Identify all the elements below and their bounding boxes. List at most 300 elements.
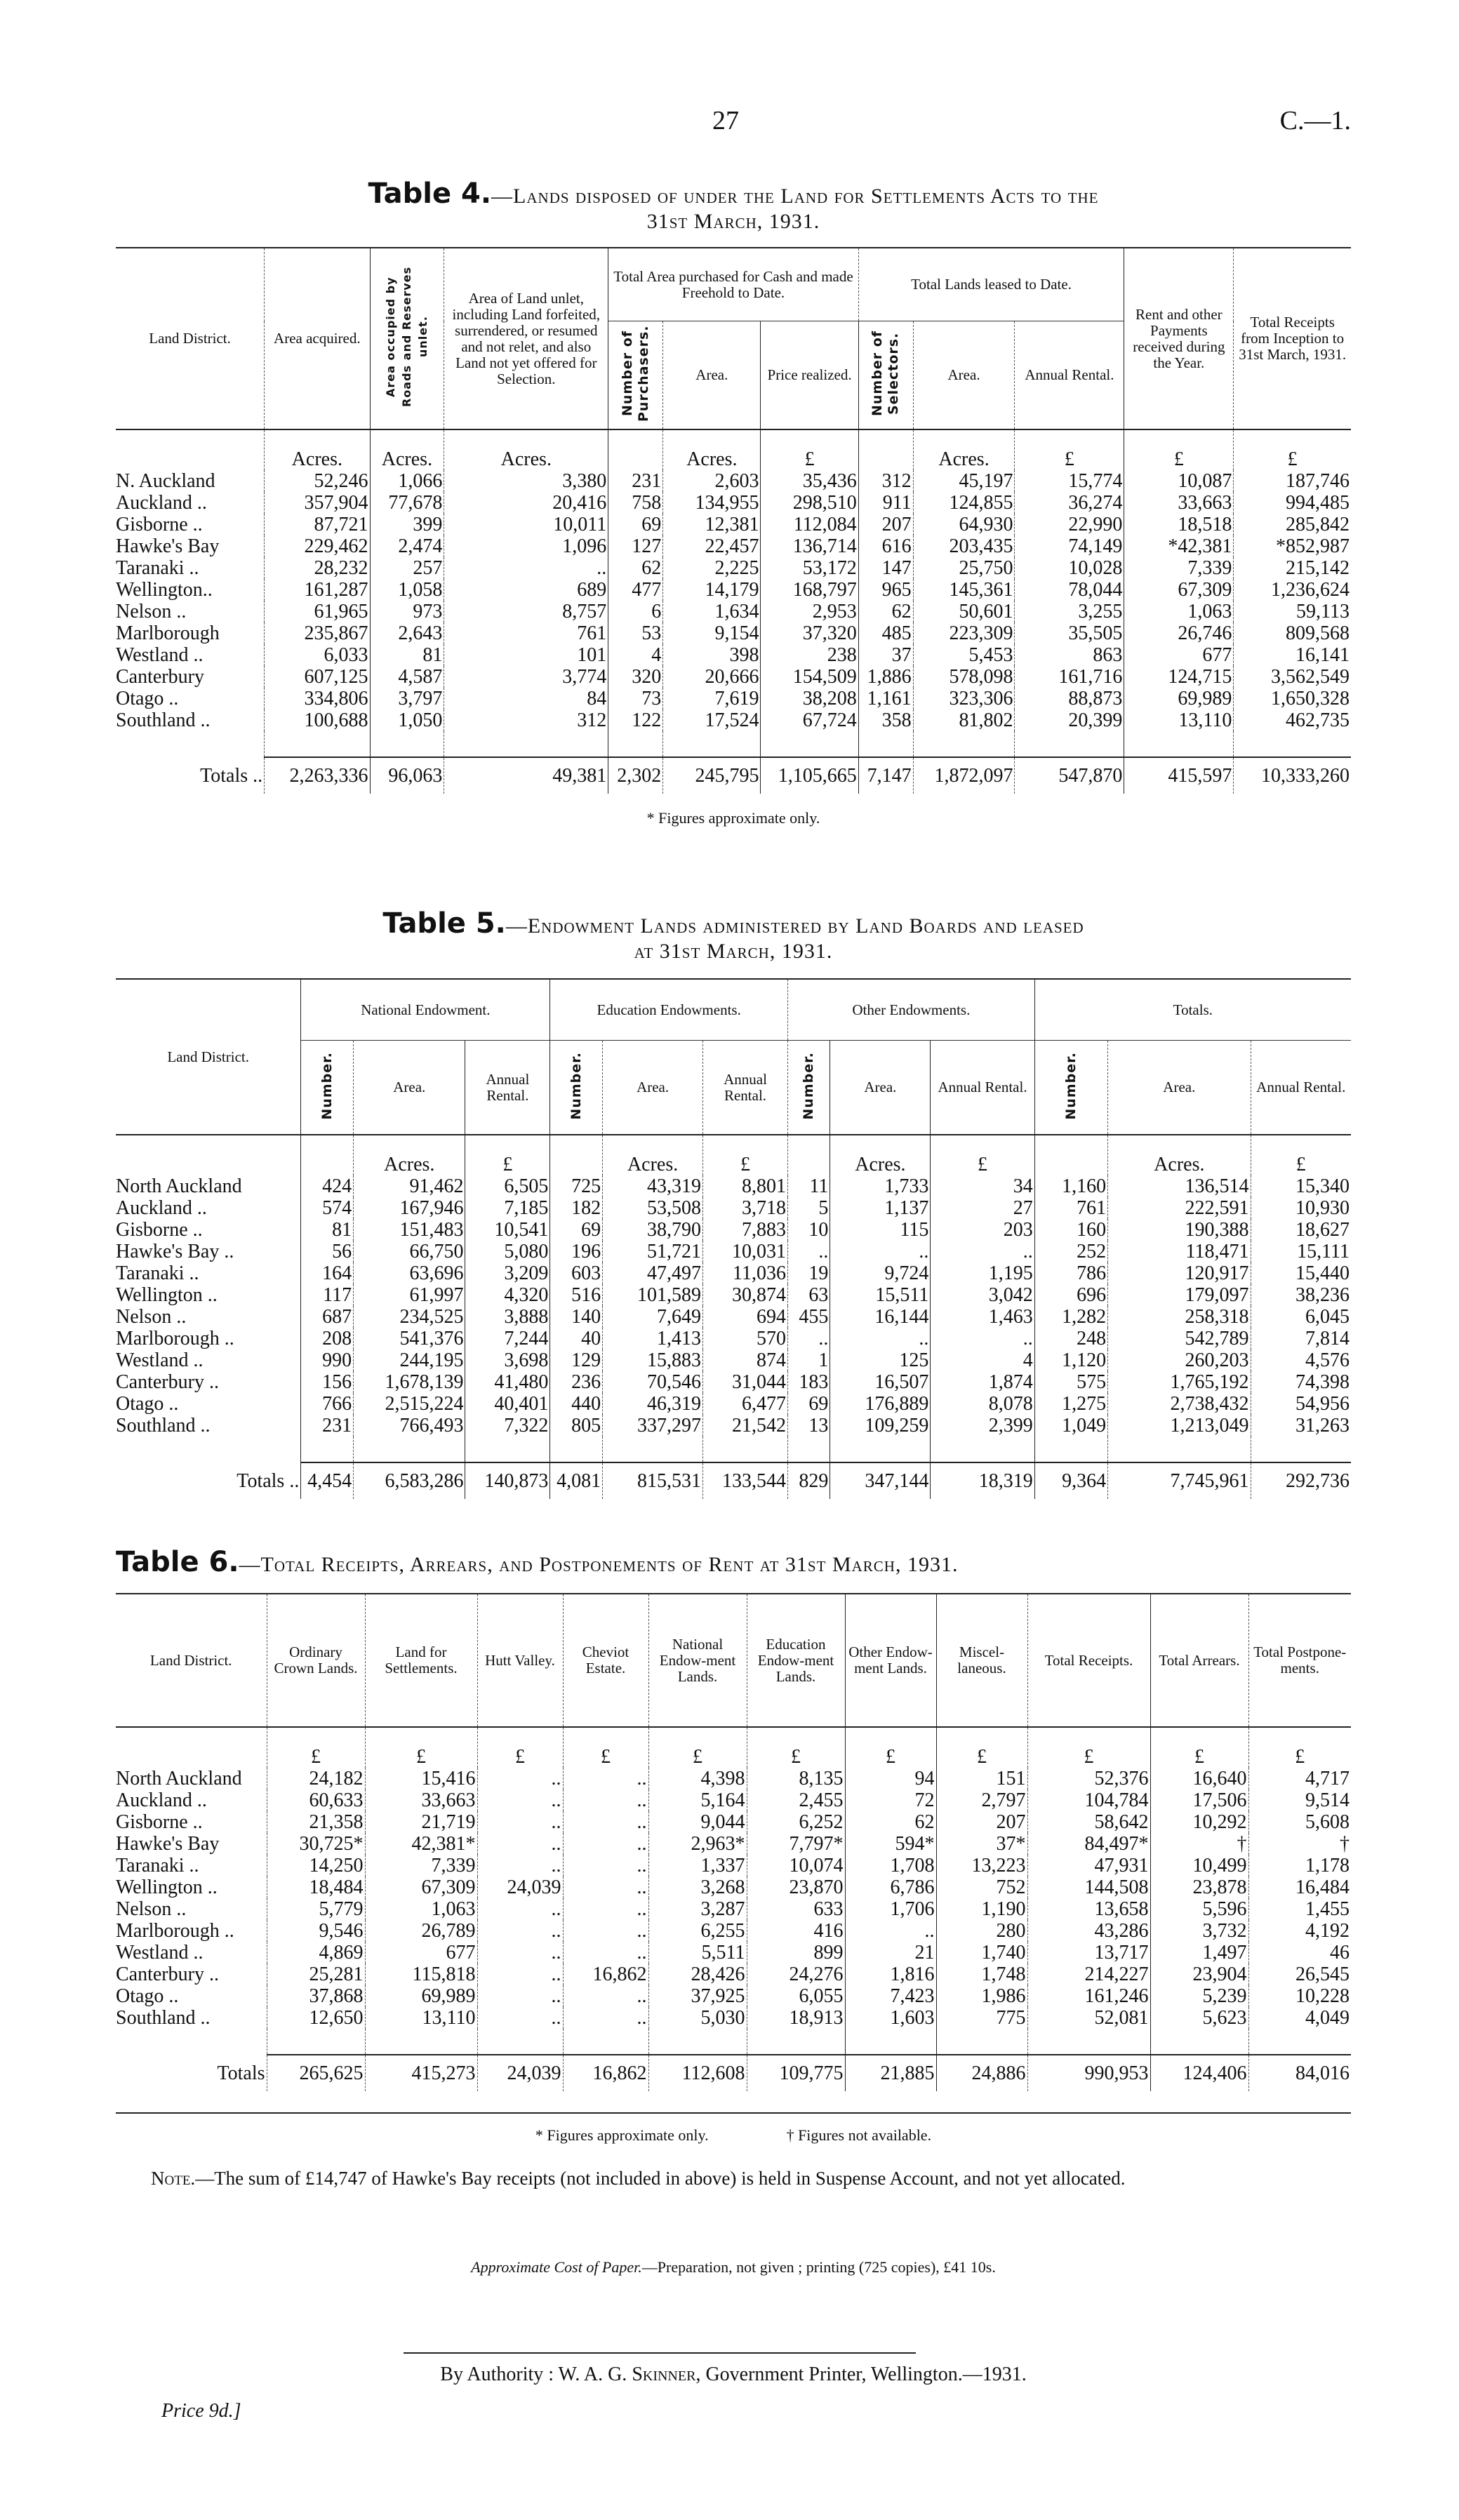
value-cell: 231 [301, 1415, 354, 1436]
value-cell: 24,182 [267, 1768, 365, 1789]
value-cell: .. [563, 1920, 648, 1942]
value-cell: 2,515,224 [354, 1393, 465, 1415]
value-cell: 25,750 [913, 557, 1015, 579]
value-cell: 49,381 [444, 757, 608, 794]
value-cell: 398 [663, 644, 761, 666]
value-cell: 236 [550, 1371, 603, 1393]
value-cell: 694 [703, 1306, 788, 1328]
table-row [116, 579, 1351, 601]
units-row [116, 1135, 1351, 1175]
value-cell: 161,716 [1015, 666, 1124, 688]
value-cell: .. [477, 1768, 563, 1789]
value-cell: 235,867 [265, 622, 370, 644]
value-cell: 4,081 [550, 1462, 603, 1499]
value-cell: 15,440 [1251, 1262, 1351, 1284]
value-cell [913, 731, 1015, 757]
value-cell: 12,381 [663, 514, 761, 535]
value-cell [1108, 1436, 1251, 1462]
value-cell: 761 [1034, 1197, 1107, 1219]
value-cell: 252 [1034, 1241, 1107, 1262]
land-district-cell [116, 2029, 267, 2055]
table-row [116, 1789, 1351, 1811]
value-cell: 10,333,260 [1234, 757, 1351, 794]
land-district-cell: North Auckland [116, 1768, 242, 1789]
value-cell: 67,309 [1124, 579, 1234, 601]
value-cell: 633 [747, 1898, 845, 1920]
value-cell: 133,544 [703, 1462, 788, 1499]
units-row [116, 429, 1351, 470]
value-cell: .. [563, 1876, 648, 1898]
value-cell: 18,484 [267, 1876, 365, 1898]
value-cell: 52,246 [265, 470, 370, 492]
value-cell [444, 731, 608, 757]
col-ordinary-crown: Ordinary Crown Lands. [267, 1594, 365, 1727]
value-cell: 5,623 [1150, 2007, 1248, 2029]
value-cell: 115,818 [365, 1964, 477, 1985]
land-district-cell [116, 731, 265, 757]
land-district-cell [116, 1436, 301, 1462]
col-roads-reserves: Area occupied by Roads and Reserves unlet. [370, 248, 444, 429]
value-cell: 20,399 [1015, 709, 1124, 731]
value-cell: 2,302 [608, 757, 663, 794]
value-cell: 3,268 [648, 1876, 747, 1898]
value-cell: 21,719 [365, 1811, 477, 1833]
value-cell: 3,255 [1015, 601, 1124, 622]
value-cell: 4,398 [648, 1768, 747, 1789]
value-cell: 687 [301, 1306, 354, 1328]
table5-body [116, 1135, 1351, 1499]
value-cell: 1,213,049 [1108, 1415, 1251, 1436]
value-cell: 7,244 [465, 1328, 550, 1349]
value-cell: 33,663 [1124, 492, 1234, 514]
value-cell [830, 1436, 931, 1462]
value-cell: 35,436 [761, 470, 858, 492]
value-cell: 10,541 [465, 1219, 550, 1241]
land-district-cell: Nelson .. [116, 1898, 187, 1920]
col-land-district: Land District. [116, 979, 301, 1135]
value-cell: 1,706 [845, 1898, 936, 1920]
col-total-receipts: Total Receipts. [1027, 1594, 1150, 1727]
land-district-cell: Marlborough .. [116, 1328, 234, 1349]
value-cell: 23,904 [1150, 1964, 1248, 1985]
value-cell: 26,789 [365, 1920, 477, 1942]
value-cell: 47,497 [603, 1262, 703, 1284]
value-cell: £ [563, 1727, 648, 1768]
value-cell: 134,955 [663, 492, 761, 514]
value-cell: 2,953 [761, 601, 858, 622]
value-cell: 9,546 [267, 1920, 365, 1942]
value-cell: 37,925 [648, 1985, 747, 2007]
value-cell: 124,715 [1124, 666, 1234, 688]
value-cell: .. [477, 2007, 563, 2029]
value-cell: 2,603 [663, 470, 761, 492]
value-cell: 485 [858, 622, 913, 644]
value-cell: .. [477, 1985, 563, 2007]
land-district-cell: Hawke's Bay [116, 535, 220, 557]
table-row [116, 1985, 1351, 2007]
value-cell [761, 731, 858, 757]
table-row [116, 601, 1351, 622]
land-district-cell [116, 429, 265, 470]
value-cell: 238 [761, 644, 858, 666]
value-cell: 46 [1248, 1942, 1351, 1964]
value-cell: 61,965 [265, 601, 370, 622]
value-cell: 7,339 [1124, 557, 1234, 579]
value-cell: 203,435 [913, 535, 1015, 557]
value-cell: 16,640 [1150, 1768, 1248, 1789]
value-cell: 603 [550, 1262, 603, 1284]
col-cheviot: Cheviot Estate. [563, 1594, 648, 1727]
value-cell: 4,717 [1248, 1768, 1351, 1789]
value-cell: 1,275 [1034, 1393, 1107, 1415]
col-unlet: Area of Land unlet, including Land forfeited, surrendered, or resumed and not relet, and also Land not yet offered for Selection. [444, 248, 608, 429]
land-district-cell: Marlborough .. [116, 1920, 234, 1942]
value-cell: *42,381 [1124, 535, 1234, 557]
value-cell: 13,717 [1027, 1942, 1150, 1964]
value-cell: 151,483 [354, 1219, 465, 1241]
value-cell: £ [267, 1727, 365, 1768]
value-cell: 7,185 [465, 1197, 550, 1219]
value-cell: .. [477, 1833, 563, 1855]
value-cell: 16,484 [1248, 1876, 1351, 1898]
value-cell: 18,518 [1124, 514, 1234, 535]
value-cell: 24,886 [936, 2055, 1027, 2091]
value-cell: 258,318 [1108, 1306, 1251, 1328]
table-row [116, 1371, 1351, 1393]
value-cell: 30,725* [267, 1833, 365, 1855]
col-area-acquired: Area acquired. [265, 248, 370, 429]
value-cell [370, 731, 444, 757]
value-cell: 182 [550, 1197, 603, 1219]
col-selectors: Number of Selectors. [858, 321, 913, 430]
col-rent-payments: Rent and other Payments received during the Year. [1124, 248, 1234, 429]
value-cell: 6,255 [648, 1920, 747, 1942]
land-district-cell: Otago .. [116, 688, 179, 709]
table4-body [116, 429, 1351, 794]
value-cell: 9,724 [830, 1262, 931, 1284]
value-cell: 26,545 [1248, 1964, 1351, 1985]
land-district-cell: Otago .. [116, 1393, 179, 1415]
value-cell: 63,696 [354, 1262, 465, 1284]
value-cell: £ [931, 1135, 1034, 1175]
separator-row [116, 731, 1351, 757]
land-district-cell: Auckland .. [116, 1789, 207, 1811]
value-cell [608, 429, 663, 470]
value-cell: 156 [301, 1371, 354, 1393]
value-cell: 34 [931, 1175, 1034, 1197]
table6-section [116, 1546, 1351, 2192]
col-other-rental: Annual Rental. [931, 1041, 1034, 1135]
value-cell: .. [477, 1789, 563, 1811]
value-cell: £ [477, 1727, 563, 1768]
value-cell: 6,045 [1251, 1306, 1351, 1328]
value-cell: 10,499 [1150, 1855, 1248, 1876]
value-cell: 1,874 [931, 1371, 1034, 1393]
value-cell: 13,110 [365, 2007, 477, 2029]
table-row [116, 1898, 1351, 1920]
value-cell [1251, 1436, 1351, 1462]
value-cell: 424 [301, 1175, 354, 1197]
value-cell: 24,039 [477, 1876, 563, 1898]
value-cell [648, 2029, 747, 2055]
table-row [116, 1876, 1351, 1898]
value-cell: 10,028 [1015, 557, 1124, 579]
value-cell: £ [465, 1135, 550, 1175]
value-cell: Acres. [354, 1135, 465, 1175]
value-cell: .. [477, 1811, 563, 1833]
value-cell: .. [477, 1942, 563, 1964]
value-cell: 4 [608, 644, 663, 666]
value-cell: 2,963* [648, 1833, 747, 1855]
value-cell: 415,597 [1124, 757, 1234, 794]
value-cell: 911 [858, 492, 913, 514]
totals-row [116, 2055, 1351, 2091]
value-cell: 7,649 [603, 1306, 703, 1328]
value-cell: 15,511 [830, 1284, 931, 1306]
value-cell: 183 [787, 1371, 830, 1393]
value-cell: 775 [936, 2007, 1027, 2029]
value-cell: 3,287 [648, 1898, 747, 1920]
table-row [116, 1284, 1351, 1306]
value-cell [301, 1436, 354, 1462]
value-cell: 46,319 [603, 1393, 703, 1415]
value-cell [465, 1436, 550, 1462]
value-cell: 7,339 [365, 1855, 477, 1876]
value-cell: 298,510 [761, 492, 858, 514]
value-cell: Acres. [370, 429, 444, 470]
value-cell: 187,746 [1234, 470, 1351, 492]
value-cell: 5,511 [648, 1942, 747, 1964]
land-district-cell: Southland .. [116, 709, 211, 731]
value-cell [787, 1135, 830, 1175]
value-cell: Acres. [444, 429, 608, 470]
value-cell: 24,039 [477, 2055, 563, 2091]
value-cell: 51,721 [603, 1241, 703, 1262]
table-row [116, 492, 1351, 514]
value-cell: .. [845, 1920, 936, 1942]
value-cell: 4,576 [1251, 1349, 1351, 1371]
value-cell: 1,105,665 [761, 757, 858, 794]
col-price-realized: Price realized. [761, 321, 858, 430]
value-cell: 222,591 [1108, 1197, 1251, 1219]
value-cell [267, 2029, 365, 2055]
value-cell: *852,987 [1234, 535, 1351, 557]
value-cell: 125 [830, 1349, 931, 1371]
value-cell: 6,055 [747, 1985, 845, 2007]
value-cell: 26,746 [1124, 622, 1234, 644]
value-cell: 53,508 [603, 1197, 703, 1219]
land-district-cell: Westland .. [116, 644, 204, 666]
value-cell [1248, 2029, 1351, 2055]
table-row [116, 1175, 1351, 1197]
value-cell: 69 [787, 1393, 830, 1415]
land-district-cell: Marlborough [116, 622, 220, 644]
value-cell: 101 [444, 644, 608, 666]
value-cell: 6,252 [747, 1811, 845, 1833]
value-cell: 337,297 [603, 1415, 703, 1436]
value-cell: 10,011 [444, 514, 608, 535]
value-cell: 31,263 [1251, 1415, 1351, 1436]
table4-section [116, 178, 1351, 827]
value-cell: 245,795 [663, 757, 761, 794]
value-cell: 2,797 [936, 1789, 1027, 1811]
value-cell: 27 [931, 1197, 1034, 1219]
table-row [116, 1920, 1351, 1942]
value-cell: 3,042 [931, 1284, 1034, 1306]
value-cell: 8,757 [444, 601, 608, 622]
value-cell: 161,246 [1027, 1985, 1150, 2007]
value-cell: 69 [608, 514, 663, 535]
table4 [116, 247, 1351, 794]
price: Price 9d.] [161, 2400, 241, 2422]
value-cell: 1,765,192 [1108, 1371, 1251, 1393]
value-cell: .. [563, 1942, 648, 1964]
land-district-cell: Canterbury .. [116, 1964, 219, 1985]
value-cell: 54,956 [1251, 1393, 1351, 1415]
value-cell: 28,426 [648, 1964, 747, 1985]
value-cell: 38,236 [1251, 1284, 1351, 1306]
value-cell: 40,401 [465, 1393, 550, 1415]
table4-footnote: * Figures approximate only. [646, 809, 820, 827]
value-cell: 594* [845, 1833, 936, 1855]
value-cell: 973 [370, 601, 444, 622]
table-row [116, 1833, 1351, 1855]
land-district-cell: Otago .. [116, 1985, 179, 2007]
value-cell: 1,066 [370, 470, 444, 492]
value-cell: 62 [858, 601, 913, 622]
value-cell: 5,596 [1150, 1898, 1248, 1920]
value-cell: 257 [370, 557, 444, 579]
value-cell: 575 [1034, 1371, 1107, 1393]
land-district-cell: Canterbury .. [116, 1371, 219, 1393]
value-cell: 12,650 [267, 2007, 365, 2029]
value-cell: £ [365, 1727, 477, 1768]
value-cell: 136,714 [761, 535, 858, 557]
value-cell: .. [931, 1241, 1034, 1262]
value-cell [550, 1436, 603, 1462]
table-row [116, 1328, 1351, 1349]
value-cell: 203 [931, 1219, 1034, 1241]
value-cell: 229,462 [265, 535, 370, 557]
value-cell: 280 [936, 1920, 1027, 1942]
value-cell: 94 [845, 1768, 936, 1789]
value-cell: 7,147 [858, 757, 913, 794]
value-cell: 56 [301, 1241, 354, 1262]
col-education-endowment: Education Endow-ment Lands. [747, 1594, 845, 1727]
value-cell: 140,873 [465, 1462, 550, 1499]
value-cell: 7,322 [465, 1415, 550, 1436]
value-cell: 14,179 [663, 579, 761, 601]
value-cell: 115 [830, 1219, 931, 1241]
value-cell [1150, 2029, 1248, 2055]
value-cell: 50,601 [913, 601, 1015, 622]
value-cell: 786 [1034, 1262, 1107, 1284]
land-district-cell: Wellington.. [116, 579, 213, 601]
value-cell: 9,514 [1248, 1789, 1351, 1811]
value-cell: 399 [370, 514, 444, 535]
value-cell: 2,399 [931, 1415, 1034, 1436]
value-cell [663, 731, 761, 757]
value-cell [563, 2029, 648, 2055]
value-cell: 69,989 [365, 1985, 477, 2007]
table-row [116, 1241, 1351, 1262]
value-cell: 542,789 [1108, 1328, 1251, 1349]
table5 [116, 978, 1351, 1499]
table-row [116, 535, 1351, 557]
value-cell: 5,608 [1248, 1811, 1351, 1833]
table6-footnotes: * Figures approximate only. † Figures not available. [535, 2126, 932, 2144]
value-cell: 1,733 [830, 1175, 931, 1197]
table5-section [116, 907, 1351, 1499]
value-cell: 13 [787, 1415, 830, 1436]
land-district-cell: Totals .. [236, 1469, 300, 1492]
value-cell: 1,872,097 [913, 757, 1015, 794]
value-cell: 541,376 [354, 1328, 465, 1349]
value-cell: 3,698 [465, 1349, 550, 1371]
value-cell: 1,634 [663, 601, 761, 622]
value-cell: 2,225 [663, 557, 761, 579]
value-cell: 43,286 [1027, 1920, 1150, 1942]
col-annual-rental: Annual Rental. [1015, 321, 1124, 430]
table-row [116, 709, 1351, 731]
value-cell: 7,883 [703, 1219, 788, 1241]
value-cell: 22,990 [1015, 514, 1124, 535]
value-cell: 358 [858, 709, 913, 731]
value-cell: 11 [787, 1175, 830, 1197]
value-cell: 59,113 [1234, 601, 1351, 622]
value-cell: 208 [301, 1328, 354, 1349]
value-cell: 53,172 [761, 557, 858, 579]
value-cell: £ [1251, 1135, 1351, 1175]
value-cell [858, 731, 913, 757]
value-cell: 415,273 [365, 2055, 477, 2091]
value-cell: 357,904 [265, 492, 370, 514]
value-cell: 67,724 [761, 709, 858, 731]
value-cell: 35,505 [1015, 622, 1124, 644]
page-number: 27 [712, 106, 739, 135]
value-cell: .. [563, 2007, 648, 2029]
value-cell: 161,287 [265, 579, 370, 601]
value-cell: 4,869 [267, 1942, 365, 1964]
table-row [116, 557, 1351, 579]
value-cell: 4,320 [465, 1284, 550, 1306]
value-cell: 2,643 [370, 622, 444, 644]
value-cell: 21 [845, 1942, 936, 1964]
value-cell: 81,802 [913, 709, 1015, 731]
value-cell: .. [477, 1855, 563, 1876]
value-cell: .. [931, 1328, 1034, 1349]
value-cell: 1,063 [365, 1898, 477, 1920]
value-cell: 965 [858, 579, 913, 601]
col-totals-rental: Annual Rental. [1251, 1041, 1351, 1135]
value-cell: 696 [1034, 1284, 1107, 1306]
value-cell: 13,110 [1124, 709, 1234, 731]
value-cell: 17,524 [663, 709, 761, 731]
value-cell: 127 [608, 535, 663, 557]
col-lease-area: Area. [913, 321, 1015, 430]
value-cell: 74,149 [1015, 535, 1124, 557]
col-education-number: Number. [550, 1041, 603, 1135]
value-cell: 118,471 [1108, 1241, 1251, 1262]
value-cell: 1,058 [370, 579, 444, 601]
value-cell: 37,868 [267, 1985, 365, 2007]
table-row [116, 2007, 1351, 2029]
value-cell: 2,474 [370, 535, 444, 557]
value-cell: 58,642 [1027, 1811, 1150, 1833]
value-cell: 4,049 [1248, 2007, 1351, 2029]
value-cell: £ [1248, 1727, 1351, 1768]
value-cell: 6,505 [465, 1175, 550, 1197]
